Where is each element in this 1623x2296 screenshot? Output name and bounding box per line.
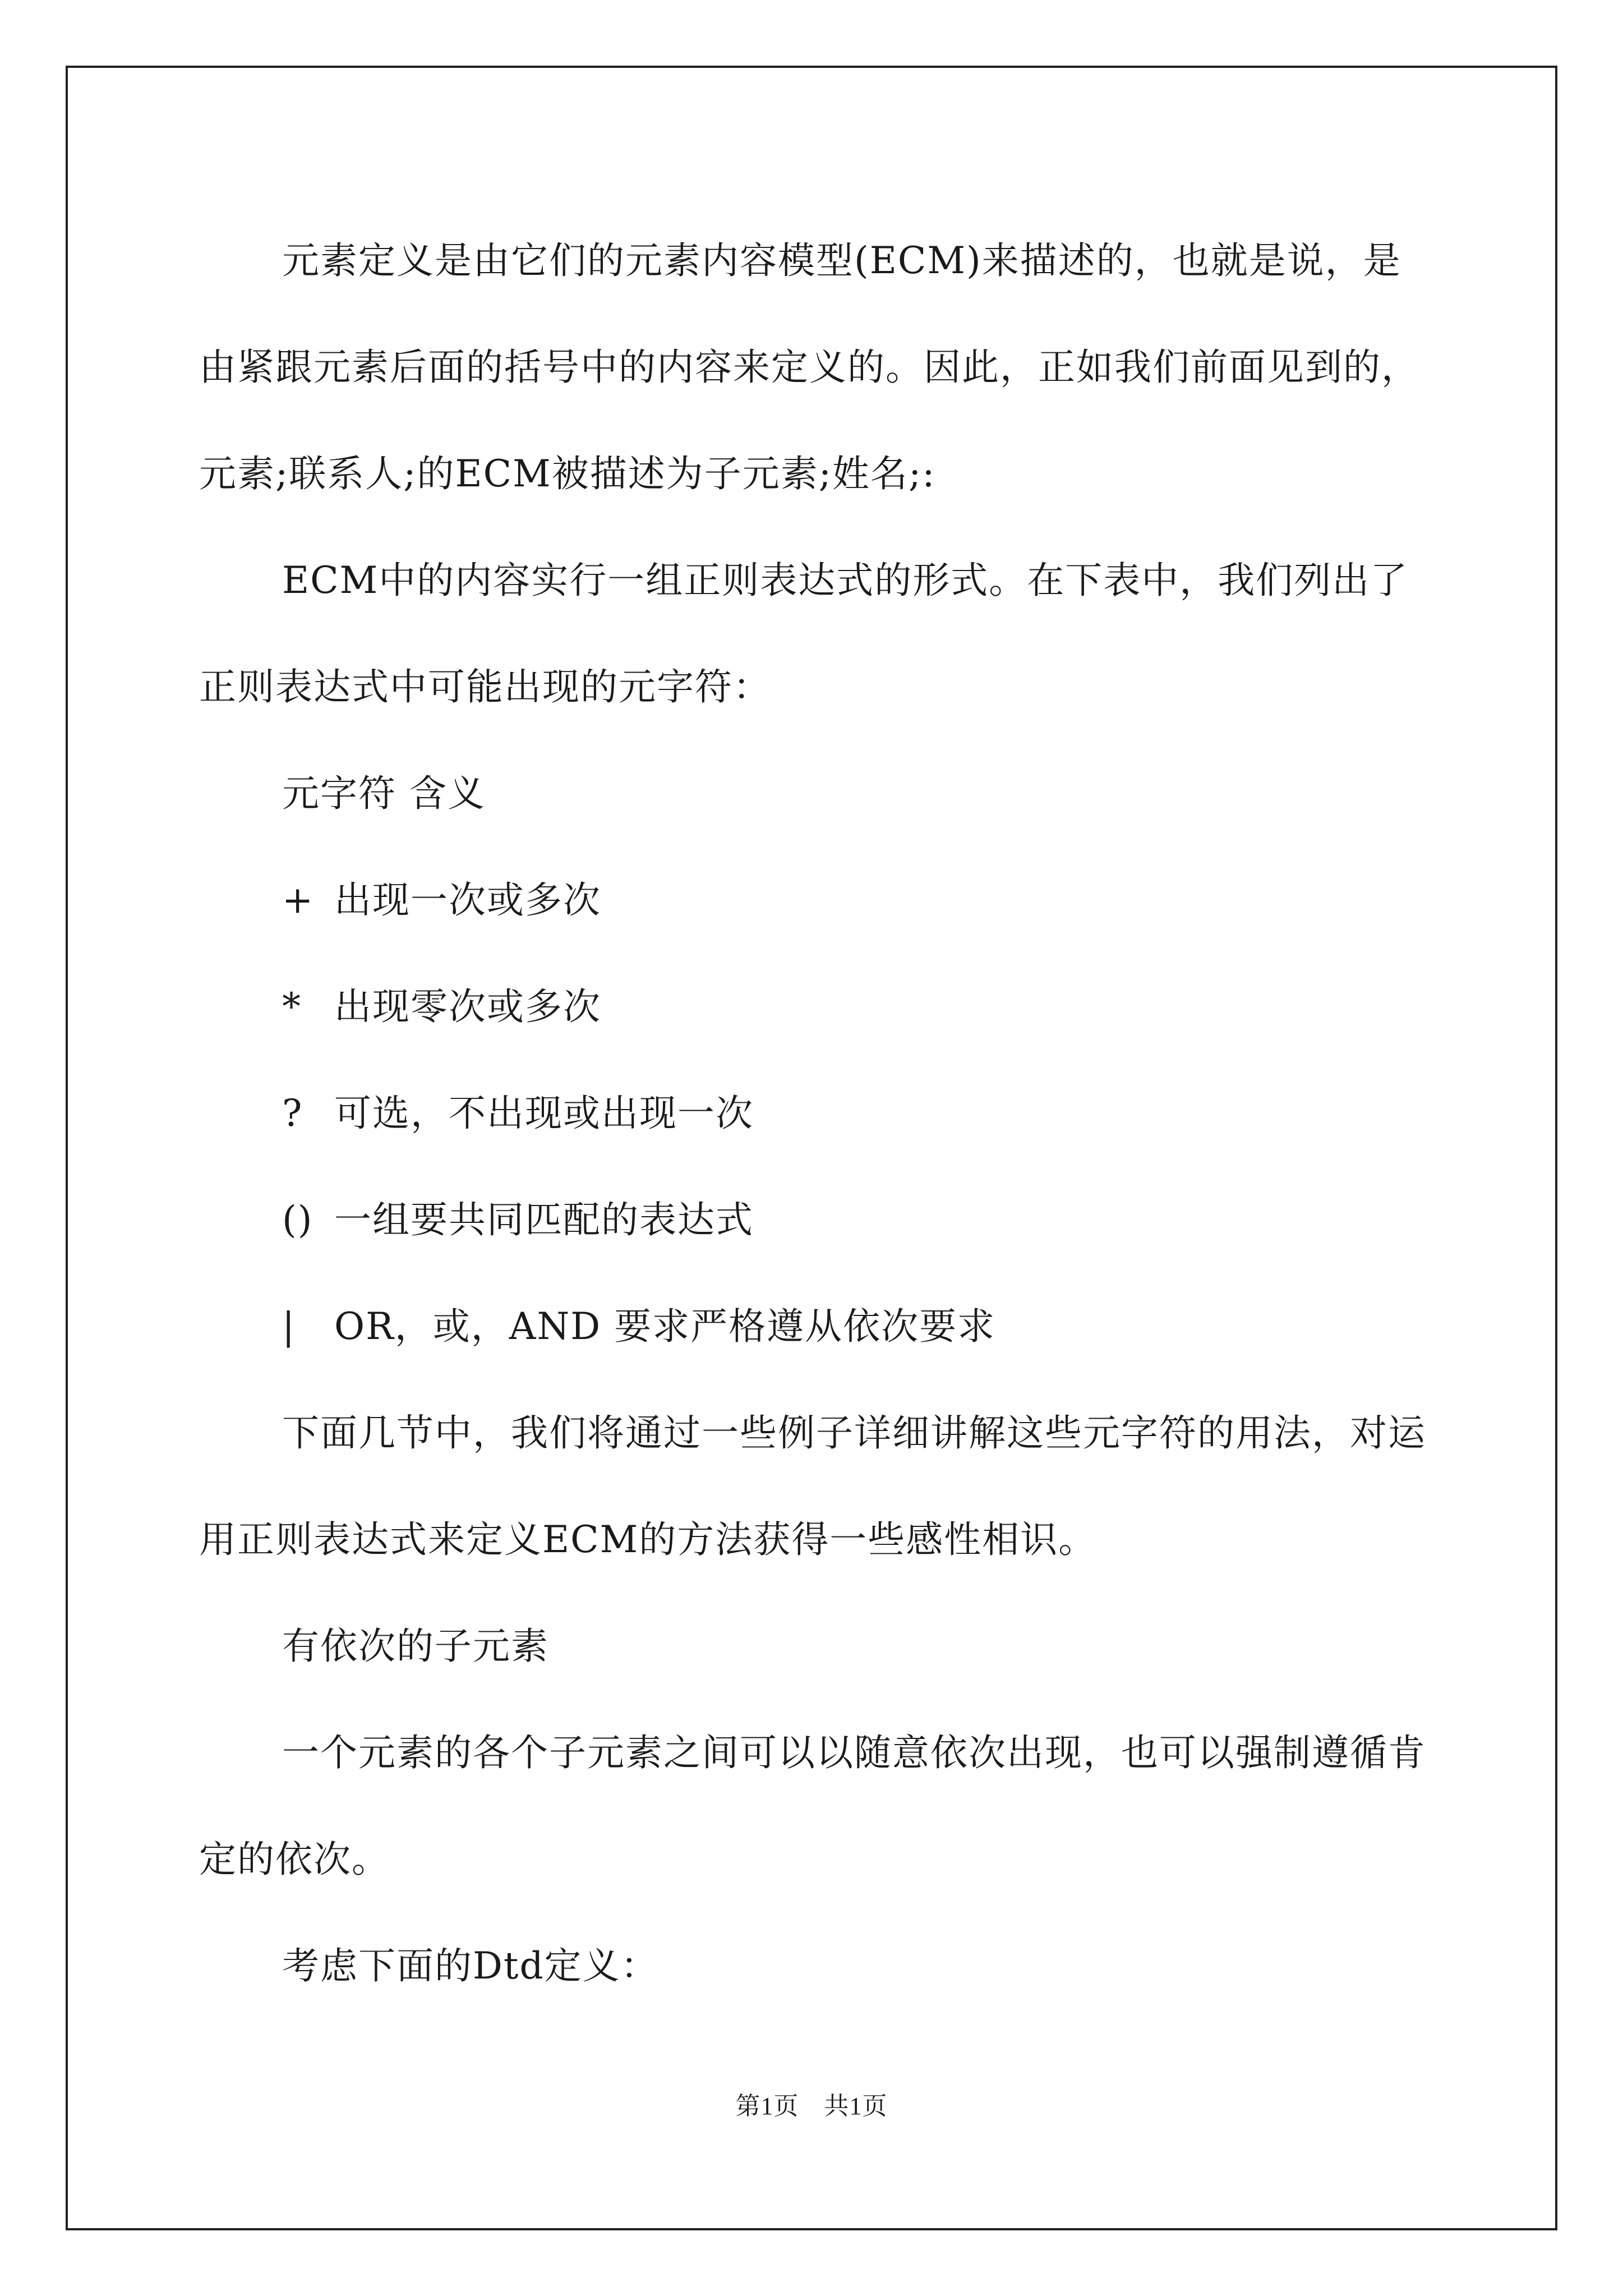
table-row	[199, 847, 1438, 954]
table-row	[199, 1273, 1438, 1380]
table-cell-meaning: OR，或，AND 要求严格遵从依次要求	[334, 1305, 996, 1348]
table-cell-symbol: +	[282, 878, 315, 922]
section-heading: 有依次的子元素	[282, 1625, 549, 1668]
paragraph: ECM中的内容实行一组正则表达式的形式。在下表中，我们列出了正则表达式中可能出现的元字符：	[199, 559, 1409, 708]
page-number-footer: 第1页 共1页	[735, 2092, 888, 2120]
paragraph: 考虑下面的Dtd定义：	[282, 1944, 659, 1987]
table-row	[199, 954, 1438, 1060]
table-cell-symbol: ()	[282, 1198, 313, 1241]
table-cell-meaning: 出现一次或多次	[334, 878, 601, 922]
table-row	[199, 1060, 1438, 1167]
table-cell-symbol: *	[282, 985, 302, 1028]
table-cell-meaning: 可选，不出现或出现一次	[334, 1092, 754, 1135]
paragraph: 元素定义是由它们的元素内容模型(ECM)来描述的，也就是说，是由紧跟元素后面的括号中的内容来定义的。因此，正如我们前面见到的，元素;联系人;的ECM被描述为子元素;姓名;:	[199, 239, 1419, 495]
table-header-meaning: 含义	[409, 772, 486, 815]
table-header-symbol: 元字符	[282, 772, 396, 815]
table-cell-meaning: 出现零次或多次	[334, 985, 601, 1028]
paragraph: 一个元素的各个子元素之间可以以随意依次出现，也可以强制遵循肯定的依次。	[199, 1731, 1426, 1881]
table-row	[199, 1167, 1438, 1273]
table-cell-meaning: 一组要共同匹配的表达式	[334, 1198, 754, 1241]
document-body	[199, 208, 1438, 2019]
table-cell-symbol: ?	[282, 1092, 303, 1135]
paragraph: 下面几节中，我们将通过一些例子详细讲解这些元字符的用法，对运用正则表达式来定义ECM的方法获得一些感性相识。	[199, 1411, 1426, 1561]
table-cell-symbol: |	[282, 1305, 296, 1348]
metachar-table-header	[199, 740, 1438, 847]
